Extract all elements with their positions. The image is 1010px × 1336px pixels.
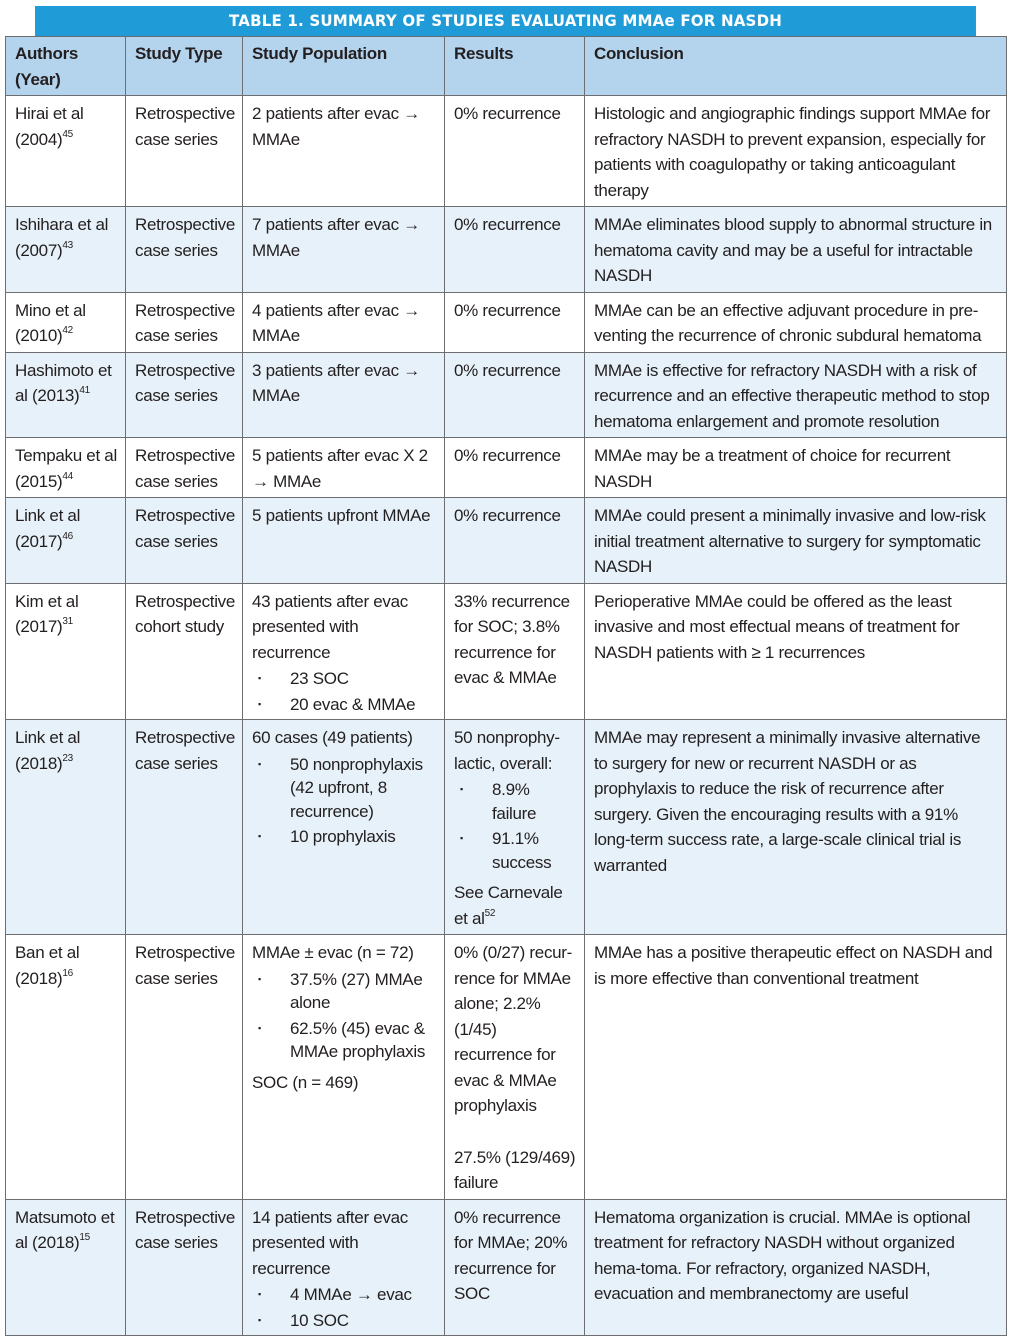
population-bullets — [252, 753, 436, 849]
author-text: Link et al (2018) — [15, 728, 81, 773]
reference-number: 41 — [79, 385, 90, 397]
cell-author — [6, 583, 126, 720]
cell-author — [6, 935, 126, 1200]
table-row — [6, 96, 1007, 207]
table-row — [6, 292, 1007, 352]
population-bullet: ▪ 37.5% (27) MMAe alone — [252, 968, 436, 1015]
results-text: 33% recurrence for SOC; 3.8% recurrence for evac & MMAe — [454, 591, 570, 687]
study-type-text: Retrospective case series — [135, 943, 236, 988]
header-row — [6, 37, 1007, 96]
results-text: 0% recurrence — [454, 446, 561, 465]
author-text: Ishihara et al (2007) — [15, 215, 109, 260]
header-study-type: Study Type — [126, 37, 243, 96]
cell-study-type — [126, 96, 243, 207]
reference-number: 44 — [62, 470, 73, 482]
cell-conclusion — [585, 935, 1007, 1200]
table-row — [6, 207, 1007, 293]
conclusion-text: MMAe may represent a minimally invasive alternative to surgery for new or recurrent NASDH or as prophylaxis to reduce the risk of recurrence after surgery. Given the encouraging results with a 91% long-term success rate, a large-scale clinical trial is warranted — [594, 728, 981, 875]
cell-study-population — [243, 498, 445, 584]
cell-study-population — [243, 583, 445, 720]
cell-conclusion — [585, 498, 1007, 584]
results-extra-text: See Carnevale et al — [454, 883, 563, 928]
table-title: TABLE 1. SUMMARY OF STUDIES EVALUATING MMAe FOR NASDH — [35, 6, 976, 36]
cell-study-type — [126, 292, 243, 352]
results-text: 0% recurrence — [454, 360, 561, 380]
results-text: 0% recurrence — [454, 215, 561, 234]
study-type-text: Retrospective case series — [135, 506, 236, 551]
cell-study-type — [126, 1199, 243, 1336]
cell-study-population — [243, 292, 445, 352]
cell-results — [445, 1199, 585, 1336]
population-text: 43 patients after evac presented with recurrence — [252, 591, 408, 662]
author-text: Tempaku et al (2015) — [15, 446, 117, 491]
cell-author — [6, 352, 126, 438]
author-text: Link et al (2017) — [15, 506, 81, 551]
cell-conclusion — [585, 583, 1007, 720]
population-text: MMAe ± evac (n = 72) — [252, 943, 414, 962]
cell-results — [445, 352, 585, 438]
cell-study-type — [126, 935, 243, 1200]
header-authors: Authors (Year) — [6, 37, 126, 96]
study-type-text: Retrospective case series — [135, 360, 236, 405]
conclusion-text: Histologic and angiographic findings support MMAe for refractory NASDH to prevent expansion, especially for patients with coagulopathy or taking anticoagulant therapy — [594, 104, 991, 200]
cell-study-type — [126, 720, 243, 935]
cell-author — [6, 720, 126, 935]
population-text: 7 patients after evac → MMAe — [252, 215, 420, 260]
cell-study-type — [126, 583, 243, 720]
population-bullet: ▪ 62.5% (45) evac & MMAe prophylaxis — [252, 1017, 436, 1064]
results-extra — [454, 1145, 576, 1196]
cell-conclusion — [585, 1199, 1007, 1336]
population-bullet: ▪ 10 prophylaxis — [252, 825, 436, 849]
conclusion-text: MMAe has a positive therapeutic effect on NASDH and is more effective than conventional treatment — [594, 943, 993, 988]
cell-study-population — [243, 935, 445, 1200]
cell-conclusion — [585, 292, 1007, 352]
table-body — [6, 96, 1007, 1336]
population-bullet: ▪ 10 SOC — [252, 1309, 436, 1333]
cell-study-type — [126, 207, 243, 293]
results-bullets — [454, 778, 576, 874]
cell-results — [445, 583, 585, 720]
population-text: 2 patients after evac → MMAe — [252, 104, 420, 149]
cell-conclusion — [585, 96, 1007, 207]
conclusion-text: Hematoma organization is crucial. MMAe is optional treatment for refractory NASDH without organized hema-toma. For refractory, organized NASDH, evacuation and membranectomy are useful — [594, 1207, 971, 1303]
table-row — [6, 583, 1007, 720]
author-text: Kim et al (2017) — [15, 591, 79, 636]
table-row — [6, 720, 1007, 935]
author-text: Hirai et al (2004) — [15, 104, 84, 149]
conclusion-text: Perioperative MMAe could be offered as the least invasive and most effectual means of treatment for NASDH patients with ≥ 1 recurrences — [594, 591, 960, 662]
cell-author — [6, 292, 126, 352]
reference-number: 31 — [62, 616, 73, 628]
studies-table — [5, 36, 1007, 1336]
table-row — [6, 438, 1007, 498]
conclusion-text: MMAe could present a minimally invasive and low-risk initial treatment alternative to surgery for symptomatic NASDH — [594, 506, 986, 576]
results-text: 0% recurrence — [454, 104, 561, 123]
author-text: Mino et al (2010) — [15, 300, 86, 345]
population-bullet: ▪ 4 MMAe → evac — [252, 1283, 436, 1307]
cell-study-type — [126, 352, 243, 438]
results-text: 0% recurrence — [454, 300, 561, 320]
reference-number: 46 — [62, 530, 73, 542]
cell-author — [6, 438, 126, 498]
population-text: 3 patients after evac → MMAe — [252, 360, 420, 405]
conclusion-text: MMAe may be a treatment of choice for recurrent NASDH — [594, 446, 951, 491]
conclusion-text: MMAe is effective for refractory NASDH with a risk of recurrence and an effective therapeutic method to stop hematoma enlargement and promote resolution — [594, 360, 990, 431]
cell-results — [445, 96, 585, 207]
cell-study-population — [243, 352, 445, 438]
study-type-text: Retrospective cohort study — [135, 591, 236, 636]
author-text: Hashimoto et al (2013) — [15, 360, 112, 405]
cell-conclusion — [585, 207, 1007, 293]
cell-results — [445, 207, 585, 293]
study-type-text: Retrospective case series — [135, 300, 236, 345]
population-bullet: ▪ 23 SOC — [252, 667, 436, 691]
table-row — [6, 498, 1007, 584]
study-type-text: Retrospective case series — [135, 215, 236, 260]
study-type-text: Retrospective case series — [135, 728, 236, 773]
cell-author — [6, 207, 126, 293]
population-bullet: ▪ 50 nonprophylaxis (42 upfront, 8 recurrence) — [252, 753, 436, 824]
cell-study-type — [126, 438, 243, 498]
cell-conclusion — [585, 438, 1007, 498]
reference-number: 16 — [62, 967, 73, 979]
study-type-text: Retrospective case series — [135, 446, 236, 491]
reference-number: 15 — [79, 1232, 90, 1244]
population-bullets — [252, 667, 436, 716]
conclusion-text: MMAe can be an effective adjuvant procedure in pre-venting the recurrence of chronic subdural hematoma — [594, 300, 982, 345]
results-text: 0% recurrence — [454, 506, 561, 525]
cell-conclusion — [585, 720, 1007, 935]
cell-results — [445, 935, 585, 1200]
study-type-text: Retrospective case series — [135, 104, 236, 149]
cell-conclusion — [585, 352, 1007, 438]
results-extra — [454, 880, 576, 931]
table-container — [5, 6, 1006, 1336]
population-bullets — [252, 968, 436, 1064]
population-text: 5 patients after evac X 2 → MMAe — [252, 446, 428, 491]
reference-number: 43 — [62, 239, 73, 251]
cell-study-type — [126, 498, 243, 584]
conclusion-text: MMAe eliminates blood supply to abnormal structure in hematoma cavity and may be a useful for intractable NASDH — [594, 215, 992, 285]
cell-study-population — [243, 207, 445, 293]
population-extra: SOC (n = 469) — [252, 1072, 359, 1092]
study-type-text: Retrospective case series — [135, 1207, 236, 1252]
results-bullet: ▪ 91.1% success — [454, 827, 576, 874]
table-row — [6, 352, 1007, 438]
population-bullets — [252, 1283, 436, 1332]
cell-study-population — [243, 1199, 445, 1336]
cell-results — [445, 720, 585, 935]
population-text: 60 cases (49 patients) — [252, 728, 413, 747]
cell-study-population — [243, 96, 445, 207]
reference-number: 45 — [62, 128, 73, 140]
results-text: 50 nonprophy-lactic, overall: — [454, 728, 560, 773]
cell-results — [445, 438, 585, 498]
header-study-population: Study Population — [243, 37, 445, 96]
table-row — [6, 935, 1007, 1200]
results-bullet: ▪ 8.9% failure — [454, 778, 576, 825]
reference-number: 52 — [484, 907, 496, 919]
results-text: 0% recurrence for MMAe; 20% recurrence for SOC — [454, 1207, 568, 1303]
header-conclusion: Conclusion — [585, 37, 1007, 96]
header-results: Results — [445, 37, 585, 96]
cell-author — [6, 1199, 126, 1336]
cell-results — [445, 498, 585, 584]
population-text: 4 patients after evac → MMAe — [252, 300, 420, 345]
cell-author — [6, 96, 126, 207]
table-row — [6, 1199, 1007, 1336]
author-text: Matsumoto et al (2018) — [15, 1207, 115, 1252]
author-text: Ban et al (2018) — [15, 943, 80, 988]
cell-results — [445, 292, 585, 352]
results-text: 0% (0/27) recur-rence for MMAe alone; 2.2% (1/45) recurrence for evac & MMAe prophylaxis — [454, 943, 573, 1115]
cell-study-population — [243, 438, 445, 498]
population-text: 5 patients upfront MMAe — [252, 506, 431, 525]
reference-number: 42 — [62, 325, 73, 337]
reference-number: 23 — [62, 752, 73, 764]
cell-author — [6, 498, 126, 584]
results-extra-text: 27.5% (129/469) failure — [454, 1147, 576, 1192]
population-text: 14 patients after evac presented with recurrence — [252, 1207, 408, 1278]
cell-study-population — [243, 720, 445, 935]
population-bullet: ▪ 20 evac & MMAe — [252, 693, 436, 717]
